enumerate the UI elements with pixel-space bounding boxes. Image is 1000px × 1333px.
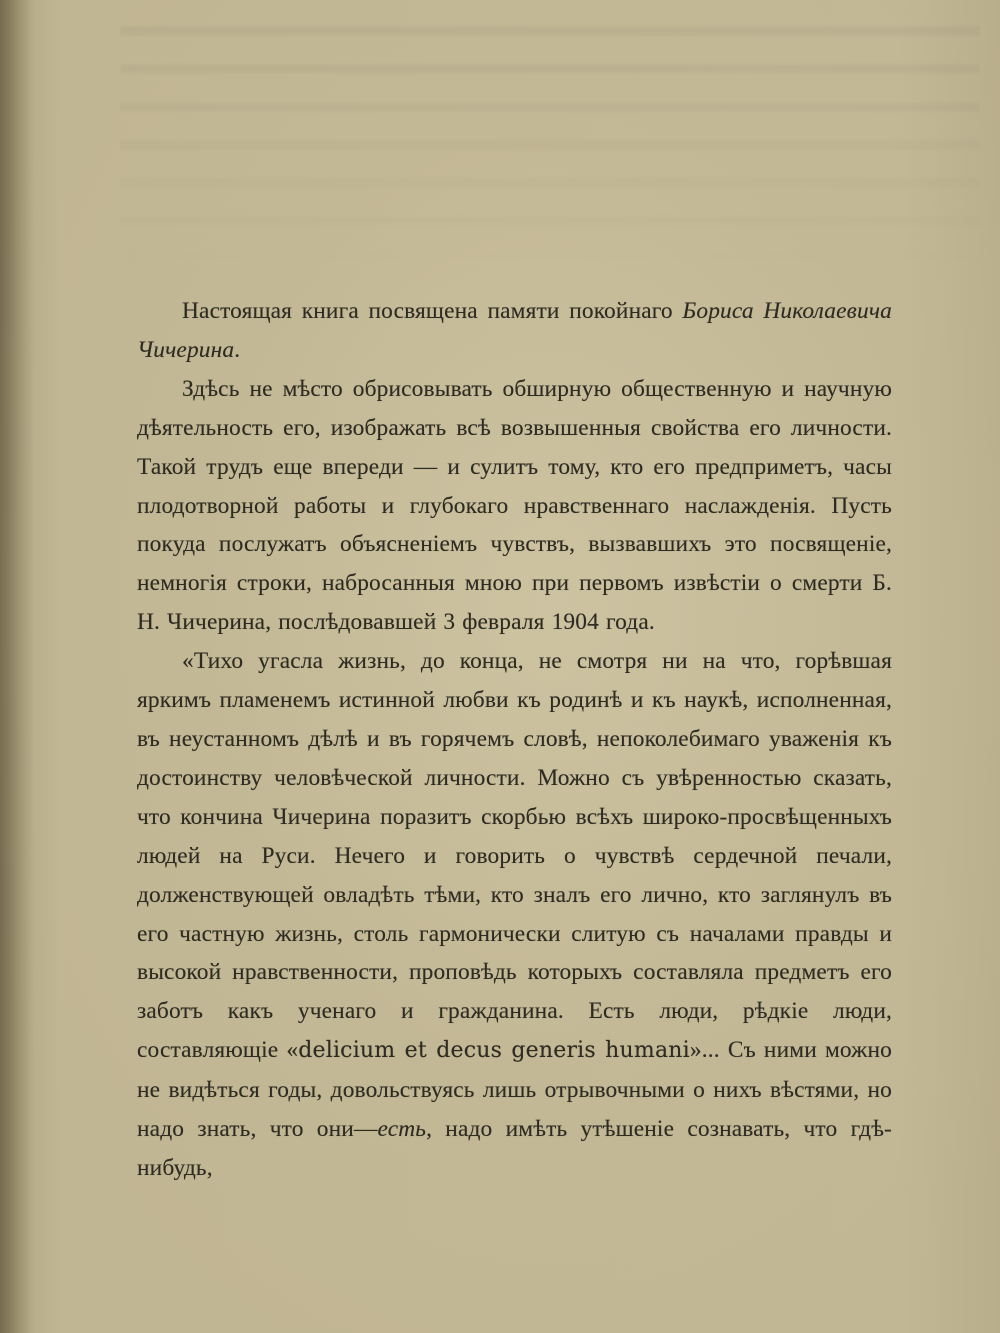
quote-part-1: «Тихо угасла жизнь, до конца, не смотря ни на что, горѣвшая яркимъ пламенемъ истинной любви къ родинѣ и къ наукѣ, исполненная, въ неустанномъ дѣлѣ и въ горячемъ словѣ, непоколебимаго уваженія къ достоинству человѣческой личности. Можно съ увѣренностью сказать, что кончина Чичерина поразитъ скорбью всѣхъ широко-просвѣщенныхъ людей на Руси. Нечего и говорить о чувствѣ сердечной печали, долженствующей овладѣть тѣми, кто зналъ его лично, кто заглянулъ въ его частную жизнь, столь гармонически слитую съ началами правды и высокой нравственности, проповѣдь которыхъ составляла предметъ его заботъ какъ ученаго и гражданина. Есть люди, рѣдкіе люди, составляющіе « (137, 648, 892, 1064)
quote-emphasis: есть (377, 1116, 427, 1143)
show-through-text (120, 0, 980, 260)
dedication-paragraph (137, 292, 892, 370)
book-page-text (137, 292, 892, 1188)
dedication-name: Бориса Николаевича Чичерина (137, 298, 892, 363)
quote-part-2: »... Съ ними можно не видѣться годы, довольствуясь лишь отрывочными о нихъ вѣстями, но надо знать, что они— (137, 1037, 892, 1143)
quote-paragraph (137, 642, 892, 1188)
dedication-period: . (234, 336, 241, 363)
context-paragraph: Здѣсь не мѣсто обрисовывать обширную общественную и научную дѣятельность его, изображать всѣ возвышенныя свойства его личности. Такой трудъ еще впереди — и сулитъ тому, кто его предприметъ, часы плодотворной работы и глубокаго нравственнаго наслажденія. Пусть покуда послужатъ объясненіемъ чувствъ, вызвавшихъ это посвященіе, немногія строки, набросанныя мною при первомъ извѣстіи о смерти Б. Н. Чичерина, послѣдовавшей 3 февраля 1904 года. (137, 375, 892, 636)
page-gutter-shadow (0, 0, 34, 1333)
latin-phrase: delicium et decus generis humani (298, 1038, 690, 1064)
dedication-text: Настоящая книга посвящена памяти покойнаго (182, 298, 683, 324)
quote-part-3: , надо имѣть утѣшеніе сознавать, что гдѣ-нибудь, (137, 1116, 892, 1181)
